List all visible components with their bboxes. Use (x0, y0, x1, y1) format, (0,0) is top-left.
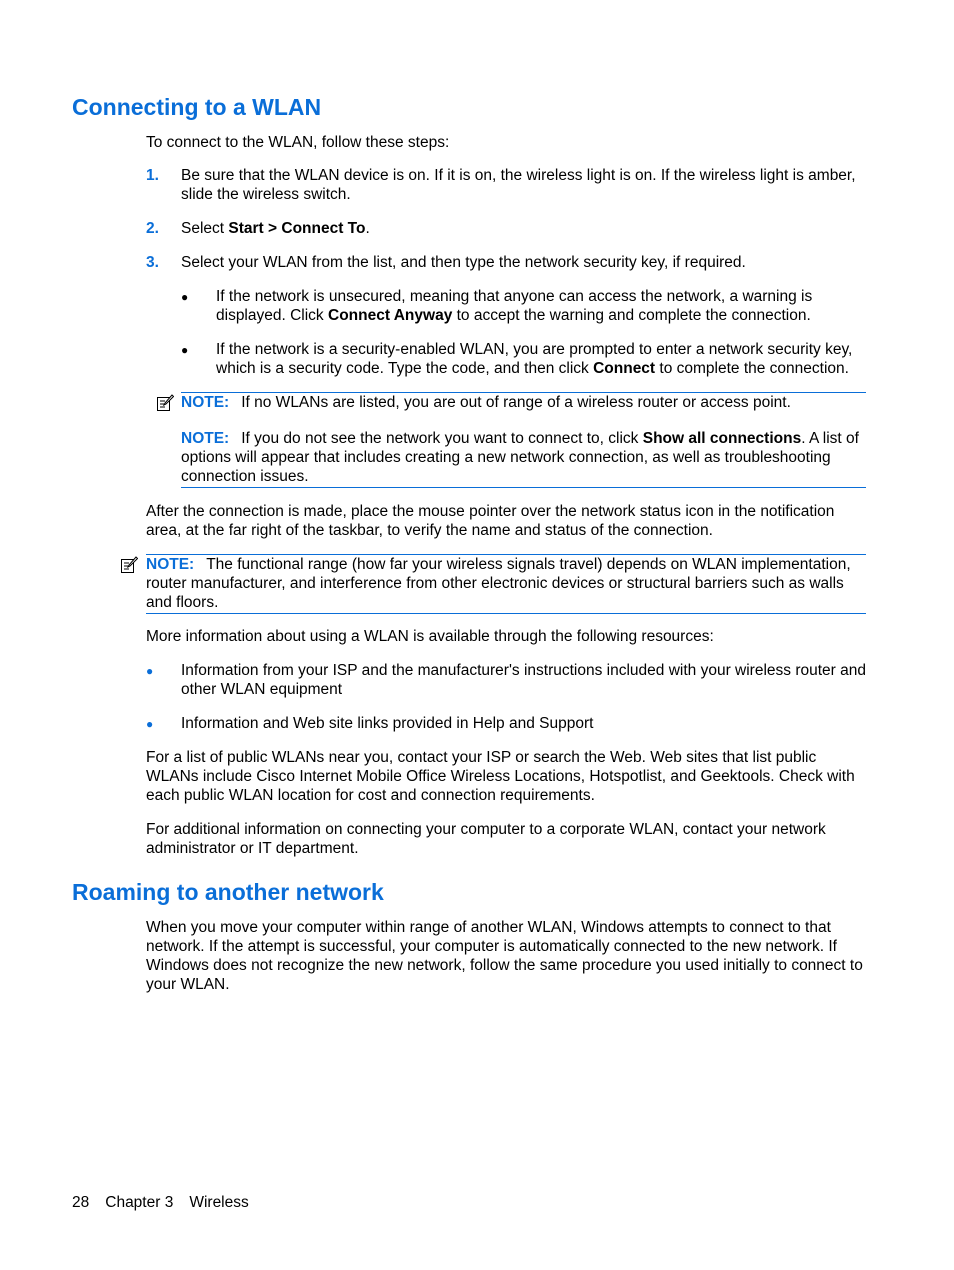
bullet-text: If the network is unsecured, meaning that anyone can access the network, a warning is displayed. Click Connect Anyway to accept the warning and complete the connection. (216, 288, 813, 324)
public-wlans-paragraph: For a list of public WLANs near you, contact your ISP or search the Web. Web sites that list public WLANs include Cisco Internet Mobile Office Wireless Locations, Hotspotlist, and Geektools. Check with each public WLAN location for cost and connection requirements. (146, 749, 855, 804)
bullet-dot: ● (146, 664, 154, 678)
step-text: Select your WLAN from the list, and then type the network security key, if required. (181, 254, 746, 271)
section-heading-connecting: Connecting to a WLAN (72, 94, 322, 120)
page-number: 28 (72, 1194, 90, 1211)
step-number: 2. (146, 220, 159, 237)
bullet-dot: ● (181, 290, 189, 304)
note-text: NOTE: The functional range (how far your wireless signals travel) depends on WLAN implementation, router manufacturer, and interference from other electronic devices or structural barriers such as walls and floors. (146, 556, 851, 611)
page-footer (72, 1193, 265, 1212)
note-pencil-icon (156, 394, 174, 412)
step-bold-text: Start > Connect To (228, 220, 366, 237)
resource-item: Information from your ISP and the manufacturer's instructions included with your wireless router and other WLAN equipment (181, 662, 866, 698)
step-number: 3. (146, 254, 159, 271)
resource-item: Information and Web site links provided in Help and Support (181, 715, 594, 732)
bullet-text: If the network is a security-enabled WLAN, you are prompted to enter a network security key, which is a security code. Type the code, and then click Connect to complete the connection. (216, 341, 853, 377)
note-pencil-icon (120, 556, 138, 574)
note-text: NOTE: If you do not see the network you want to connect to, click Show all connections. A list of options will appear that includes creating a new network connection, as well as troubleshooting connection issues. (181, 430, 859, 485)
more-info-paragraph: More information about using a WLAN is available through the following resources: (146, 628, 714, 645)
corporate-wlan-paragraph: For additional information on connecting your computer to a corporate WLAN, contact your network administrator or IT department. (146, 821, 826, 857)
step-text: Be sure that the WLAN device is on. If it is on, the wireless light is on. If the wireless light is amber, slide the wireless switch. (181, 167, 856, 203)
note-text: NOTE: If no WLANs are listed, you are out of range of a wireless router or access point. (181, 394, 791, 411)
section-heading-roaming: Roaming to another network (72, 879, 384, 905)
step-text: Select Start > Connect To. (181, 220, 370, 237)
bullet-dot: ● (181, 343, 189, 357)
step-number: 1. (146, 167, 159, 184)
note-label: NOTE: (181, 394, 230, 411)
after-connection-paragraph: After the connection is made, place the mouse pointer over the network status icon in the notification area, at the far right of the taskbar, to verify the name and status of the connection. (146, 503, 835, 539)
roaming-paragraph: When you move your computer within range of another WLAN, Windows attempts to connect to that network. If the attempt is successful, your computer is automatically connected to the new network. If Windows does not recognize the new network, follow the same procedure you used initially to connect to your WLAN. (146, 919, 863, 993)
chapter-title: Wireless (189, 1194, 249, 1211)
note-label: NOTE: (181, 430, 230, 447)
intro-paragraph: To connect to the WLAN, follow these steps: (146, 134, 450, 151)
note-label: NOTE: (146, 556, 195, 573)
chapter-label: Chapter 3 (105, 1194, 174, 1211)
bullet-dot: ● (146, 717, 154, 731)
